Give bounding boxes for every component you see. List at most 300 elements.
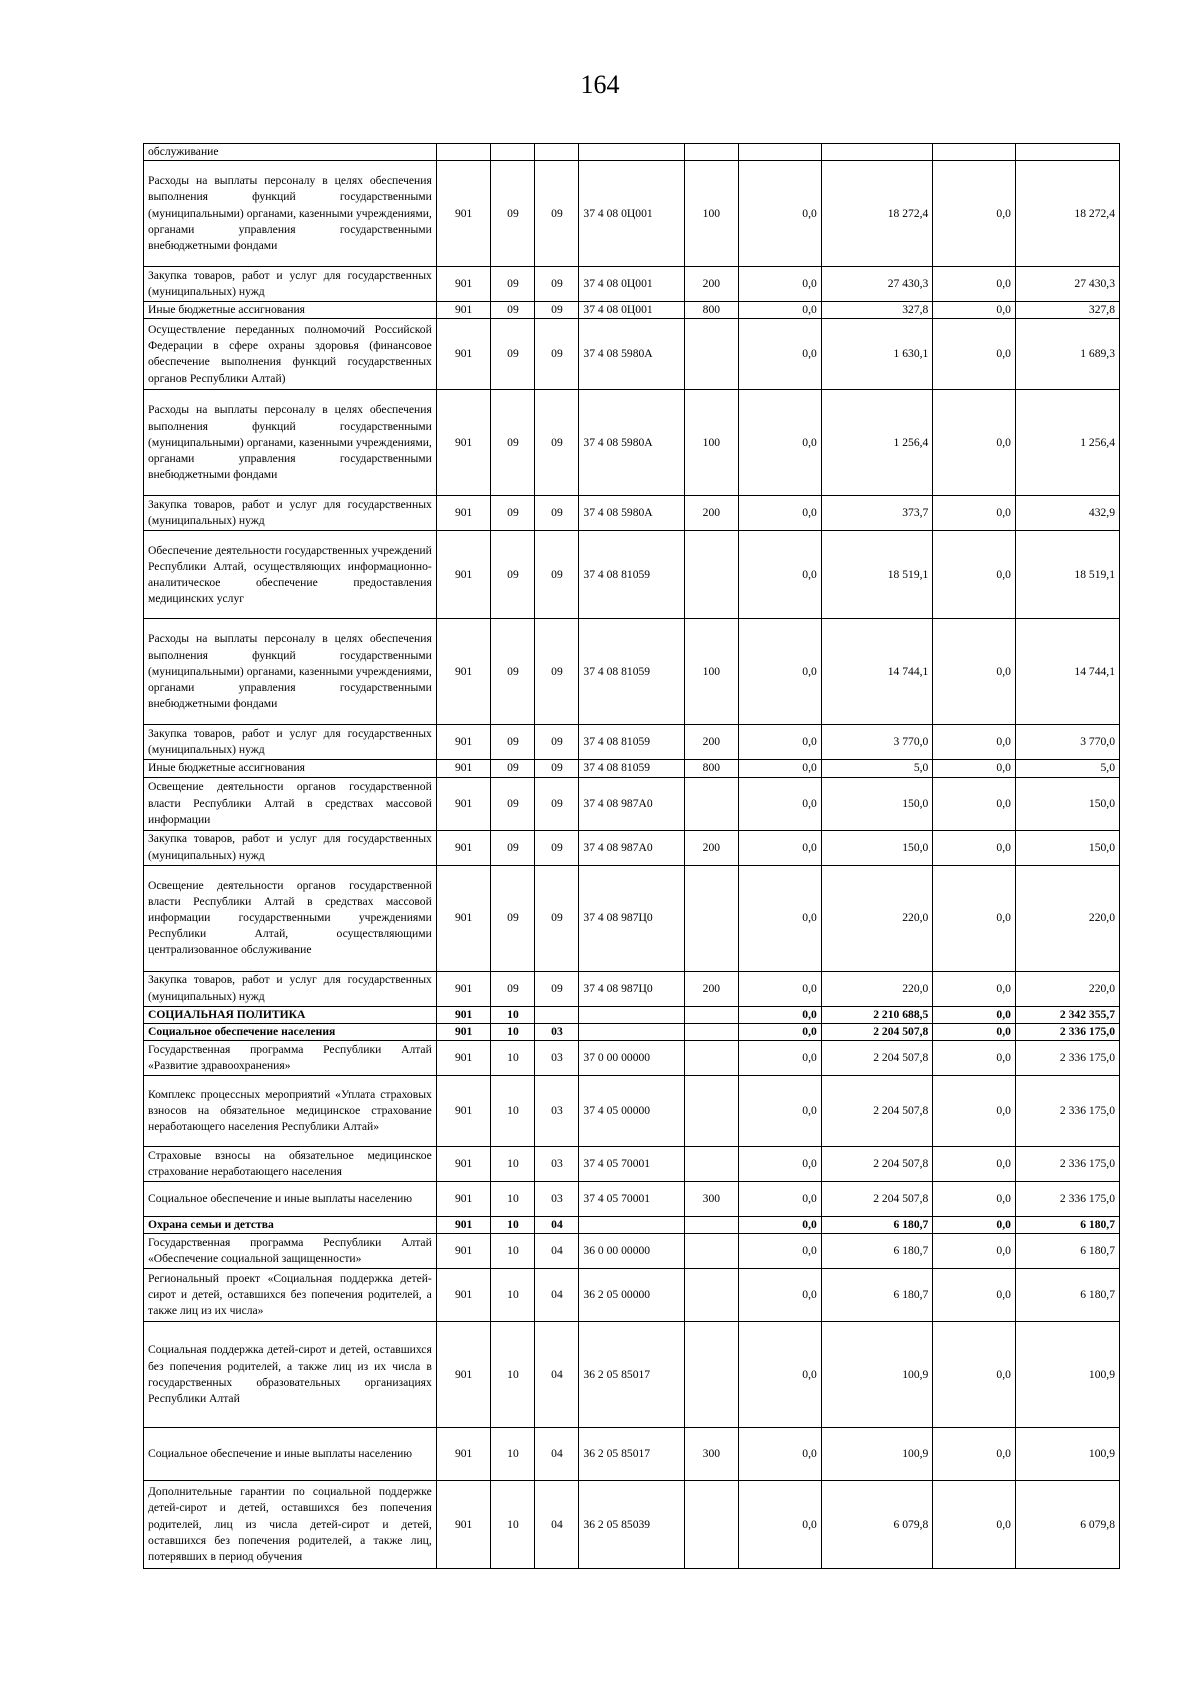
cell-name: Осуществление переданных полномочий Российской Федерации в сфере охраны здоровья (финансовое обеспечение выполнения функций государственных органов Республики Алтай): [144, 319, 437, 390]
cell-name: обслуживание: [144, 144, 437, 161]
cell-amount-4: 14 744,1: [1015, 619, 1119, 725]
cell-target-article: 37 4 08 5980А: [579, 390, 684, 496]
cell-expense-type: [684, 1217, 739, 1234]
cell-grbs: 901: [436, 830, 491, 865]
cell-amount-2: 100,9: [821, 1428, 933, 1481]
cell-grbs: 901: [436, 1481, 491, 1569]
cell-amount-2: 27 430,3: [821, 267, 933, 302]
cell-name: Расходы на выплаты персоналу в целях обеспечения выполнения функций государственными (муниципальными) органами, казенными учреждениями, органами управления государственными внебюджетными фондами: [144, 390, 437, 496]
table-row: [144, 777, 1120, 830]
cell-subsection: 04: [535, 1322, 579, 1428]
cell-section: 10: [491, 1041, 535, 1076]
cell-section: 09: [491, 390, 535, 496]
cell-amount-2: 6 079,8: [821, 1481, 933, 1569]
cell-expense-type: [684, 1234, 739, 1269]
cell-amount-1: 0,0: [739, 319, 822, 390]
cell-expense-type: 800: [684, 302, 739, 319]
cell-section: 10: [491, 1217, 535, 1234]
cell-subsection: 09: [535, 302, 579, 319]
table-row: [144, 1041, 1120, 1076]
cell-grbs: 901: [436, 161, 491, 267]
cell-amount-4: 100,9: [1015, 1428, 1119, 1481]
cell-section: 10: [491, 1076, 535, 1147]
cell-name: Дополнительные гарантии по социальной поддержке детей-сирот и детей, оставшихся без попечения родителей, лиц из числа детей-сирот и детей, оставшихся без попечения родителей, а также лиц, потерявших в период обучения: [144, 1481, 437, 1569]
cell-grbs: 901: [436, 1322, 491, 1428]
cell-subsection: 04: [535, 1234, 579, 1269]
cell-grbs: 901: [436, 760, 491, 777]
cell-amount-1: 0,0: [739, 1182, 822, 1217]
cell-grbs: 901: [436, 777, 491, 830]
cell-section: 10: [491, 1006, 535, 1023]
cell-target-article: 37 4 08 81059: [579, 760, 684, 777]
cell-section: 09: [491, 971, 535, 1006]
cell-amount-3: 0,0: [933, 760, 1016, 777]
cell-amount-3: 0,0: [933, 496, 1016, 531]
cell-subsection: 03: [535, 1147, 579, 1182]
cell-name: Социальное обеспечение населения: [144, 1023, 437, 1040]
cell-amount-3: 0,0: [933, 619, 1016, 725]
cell-section: 09: [491, 302, 535, 319]
cell-amount-2: 2 204 507,8: [821, 1076, 933, 1147]
cell-grbs: 901: [436, 725, 491, 760]
cell-target-article: 37 4 05 70001: [579, 1182, 684, 1217]
cell-amount-3: 0,0: [933, 390, 1016, 496]
cell-target-article: 37 4 08 81059: [579, 619, 684, 725]
cell-amount-2: 1 256,4: [821, 390, 933, 496]
table-row: [144, 1217, 1120, 1234]
cell-subsection: 09: [535, 971, 579, 1006]
table-row: [144, 1023, 1120, 1040]
cell-subsection: 09: [535, 777, 579, 830]
cell-amount-1: 0,0: [739, 302, 822, 319]
cell-amount-3: 0,0: [933, 1428, 1016, 1481]
cell-amount-3: 0,0: [933, 302, 1016, 319]
table-row: [144, 1182, 1120, 1217]
cell-amount-2: 2 204 507,8: [821, 1041, 933, 1076]
cell-subsection: 03: [535, 1023, 579, 1040]
cell-grbs: 901: [436, 1076, 491, 1147]
cell-expense-type: 100: [684, 619, 739, 725]
cell-amount-2: 150,0: [821, 777, 933, 830]
cell-amount-1: 0,0: [739, 1217, 822, 1234]
cell-amount-4: 6 180,7: [1015, 1269, 1119, 1322]
cell-subsection: 09: [535, 319, 579, 390]
cell-amount-2: 6 180,7: [821, 1234, 933, 1269]
cell-expense-type: [684, 144, 739, 161]
cell-subsection: 03: [535, 1182, 579, 1217]
table-row: [144, 619, 1120, 725]
cell-subsection: 04: [535, 1217, 579, 1234]
cell-amount-2: [821, 144, 933, 161]
table-row: [144, 725, 1120, 760]
cell-grbs: 901: [436, 1269, 491, 1322]
cell-name: Комплекс процессных мероприятий «Уплата страховых взносов на обязательное медицинское страхование неработающего населения Республики Алтай»: [144, 1076, 437, 1147]
cell-amount-4: 220,0: [1015, 971, 1119, 1006]
cell-target-article: 37 4 08 81059: [579, 725, 684, 760]
cell-amount-1: 0,0: [739, 830, 822, 865]
cell-amount-3: 0,0: [933, 1217, 1016, 1234]
cell-subsection: 09: [535, 161, 579, 267]
cell-amount-1: 0,0: [739, 1023, 822, 1040]
cell-amount-4: 2 336 175,0: [1015, 1182, 1119, 1217]
cell-expense-type: [684, 1006, 739, 1023]
cell-grbs: 901: [436, 865, 491, 971]
cell-amount-1: 0,0: [739, 531, 822, 619]
cell-amount-2: 220,0: [821, 865, 933, 971]
table-row: [144, 760, 1120, 777]
cell-target-article: 37 4 08 0Ц001: [579, 302, 684, 319]
cell-name: Закупка товаров, работ и услуг для государственных (муниципальных) нужд: [144, 725, 437, 760]
table-row: [144, 1269, 1120, 1322]
cell-expense-type: [684, 865, 739, 971]
page-number: 164: [580, 70, 620, 99]
cell-target-article: 37 4 08 81059: [579, 531, 684, 619]
cell-amount-1: 0,0: [739, 1006, 822, 1023]
cell-target-article: 37 4 08 987Ц0: [579, 971, 684, 1006]
cell-subsection: 09: [535, 725, 579, 760]
cell-expense-type: [684, 777, 739, 830]
cell-subsection: 09: [535, 619, 579, 725]
cell-name: Закупка товаров, работ и услуг для государственных (муниципальных) нужд: [144, 830, 437, 865]
cell-expense-type: [684, 1041, 739, 1076]
cell-target-article: 37 4 08 5980А: [579, 319, 684, 390]
cell-amount-2: 6 180,7: [821, 1269, 933, 1322]
cell-target-article: 37 4 08 987А0: [579, 777, 684, 830]
cell-amount-4: 2 336 175,0: [1015, 1023, 1119, 1040]
cell-section: 10: [491, 1428, 535, 1481]
cell-subsection: 09: [535, 865, 579, 971]
table-row: [144, 1428, 1120, 1481]
cell-expense-type: 200: [684, 830, 739, 865]
cell-amount-4: 6 180,7: [1015, 1234, 1119, 1269]
cell-name: Социальное обеспечение и иные выплаты населению: [144, 1428, 437, 1481]
cell-amount-4: 1 689,3: [1015, 319, 1119, 390]
cell-amount-4: 100,9: [1015, 1322, 1119, 1428]
cell-target-article: 37 4 08 987А0: [579, 830, 684, 865]
cell-section: 10: [491, 1147, 535, 1182]
cell-expense-type: [684, 531, 739, 619]
cell-target-article: 37 4 08 0Ц001: [579, 161, 684, 267]
cell-target-article: 36 2 05 85017: [579, 1428, 684, 1481]
table-row: [144, 830, 1120, 865]
cell-target-article: 37 4 08 5980А: [579, 496, 684, 531]
cell-grbs: [436, 144, 491, 161]
cell-section: 09: [491, 161, 535, 267]
cell-section: 09: [491, 267, 535, 302]
cell-name: Иные бюджетные ассигнования: [144, 302, 437, 319]
cell-amount-3: 0,0: [933, 865, 1016, 971]
cell-amount-2: 150,0: [821, 830, 933, 865]
cell-amount-4: 432,9: [1015, 496, 1119, 531]
cell-section: 10: [491, 1182, 535, 1217]
cell-amount-1: 0,0: [739, 619, 822, 725]
cell-amount-3: 0,0: [933, 1147, 1016, 1182]
cell-amount-4: 18 519,1: [1015, 531, 1119, 619]
cell-amount-2: 3 770,0: [821, 725, 933, 760]
cell-expense-type: 300: [684, 1182, 739, 1217]
cell-amount-2: 2 204 507,8: [821, 1023, 933, 1040]
cell-name: Освещение деятельности органов государственной власти Республики Алтай в средствах массовой информации: [144, 777, 437, 830]
cell-grbs: 901: [436, 302, 491, 319]
cell-section: 09: [491, 531, 535, 619]
cell-amount-1: 0,0: [739, 161, 822, 267]
cell-amount-4: 3 770,0: [1015, 725, 1119, 760]
cell-target-article: [579, 144, 684, 161]
cell-amount-4: 2 336 175,0: [1015, 1147, 1119, 1182]
cell-amount-3: 0,0: [933, 725, 1016, 760]
table-row: [144, 144, 1120, 161]
cell-amount-1: 0,0: [739, 496, 822, 531]
cell-amount-2: 327,8: [821, 302, 933, 319]
cell-amount-3: 0,0: [933, 1041, 1016, 1076]
table-row: [144, 1006, 1120, 1023]
cell-subsection: 09: [535, 531, 579, 619]
cell-amount-3: 0,0: [933, 319, 1016, 390]
cell-amount-3: 0,0: [933, 1006, 1016, 1023]
cell-grbs: 901: [436, 971, 491, 1006]
cell-amount-1: 0,0: [739, 1481, 822, 1569]
cell-subsection: 09: [535, 760, 579, 777]
cell-section: 09: [491, 725, 535, 760]
cell-amount-2: 100,9: [821, 1322, 933, 1428]
cell-subsection: [535, 144, 579, 161]
cell-subsection: 04: [535, 1428, 579, 1481]
cell-amount-1: 0,0: [739, 1234, 822, 1269]
cell-amount-1: 0,0: [739, 1269, 822, 1322]
cell-amount-3: 0,0: [933, 1023, 1016, 1040]
cell-amount-2: 18 272,4: [821, 161, 933, 267]
cell-amount-4: 1 256,4: [1015, 390, 1119, 496]
cell-amount-3: 0,0: [933, 1234, 1016, 1269]
cell-amount-4: 6 180,7: [1015, 1217, 1119, 1234]
cell-amount-2: 2 210 688,5: [821, 1006, 933, 1023]
cell-expense-type: [684, 1322, 739, 1428]
cell-subsection: 09: [535, 830, 579, 865]
cell-amount-4: 150,0: [1015, 777, 1119, 830]
cell-section: 10: [491, 1023, 535, 1040]
cell-name: Закупка товаров, работ и услуг для государственных (муниципальных) нужд: [144, 496, 437, 531]
cell-amount-3: 0,0: [933, 830, 1016, 865]
cell-section: 10: [491, 1481, 535, 1569]
cell-grbs: 901: [436, 1217, 491, 1234]
table-body: [144, 144, 1120, 1569]
cell-subsection: 04: [535, 1269, 579, 1322]
cell-amount-3: 0,0: [933, 1481, 1016, 1569]
cell-amount-4: 2 336 175,0: [1015, 1041, 1119, 1076]
cell-name: СОЦИАЛЬНАЯ ПОЛИТИКА: [144, 1006, 437, 1023]
cell-name: Государственная программа Республики Алтай «Обеспечение социальной защищенности»: [144, 1234, 437, 1269]
cell-name: Расходы на выплаты персоналу в целях обеспечения выполнения функций государственными (муниципальными) органами, казенными учреждениями, органами управления государственными внебюджетными фондами: [144, 619, 437, 725]
cell-expense-type: 100: [684, 161, 739, 267]
cell-amount-3: 0,0: [933, 267, 1016, 302]
cell-amount-4: [1015, 144, 1119, 161]
table-row: [144, 267, 1120, 302]
cell-amount-1: 0,0: [739, 390, 822, 496]
table-row: [144, 302, 1120, 319]
cell-target-article: [579, 1006, 684, 1023]
table-row: [144, 531, 1120, 619]
cell-expense-type: 200: [684, 267, 739, 302]
cell-grbs: 901: [436, 1023, 491, 1040]
cell-section: 10: [491, 1234, 535, 1269]
cell-amount-1: 0,0: [739, 1076, 822, 1147]
cell-amount-4: 2 336 175,0: [1015, 1076, 1119, 1147]
cell-name: Иные бюджетные ассигнования: [144, 760, 437, 777]
cell-target-article: 36 0 00 00000: [579, 1234, 684, 1269]
cell-expense-type: 100: [684, 390, 739, 496]
cell-grbs: 901: [436, 496, 491, 531]
cell-amount-1: 0,0: [739, 1428, 822, 1481]
table-row: [144, 319, 1120, 390]
table-row: [144, 1234, 1120, 1269]
cell-amount-2: 220,0: [821, 971, 933, 1006]
cell-amount-4: 5,0: [1015, 760, 1119, 777]
cell-expense-type: 200: [684, 496, 739, 531]
cell-target-article: [579, 1023, 684, 1040]
cell-name: Социальное обеспечение и иные выплаты населению: [144, 1182, 437, 1217]
cell-grbs: 901: [436, 1182, 491, 1217]
cell-expense-type: [684, 1269, 739, 1322]
cell-target-article: 37 4 05 00000: [579, 1076, 684, 1147]
cell-target-article: [579, 1217, 684, 1234]
cell-section: 09: [491, 760, 535, 777]
table-row: [144, 1322, 1120, 1428]
cell-amount-2: 5,0: [821, 760, 933, 777]
cell-expense-type: [684, 1023, 739, 1040]
cell-amount-3: 0,0: [933, 777, 1016, 830]
cell-grbs: 901: [436, 619, 491, 725]
cell-amount-2: 14 744,1: [821, 619, 933, 725]
cell-amount-1: 0,0: [739, 1147, 822, 1182]
cell-amount-3: 0,0: [933, 1076, 1016, 1147]
cell-amount-2: 1 630,1: [821, 319, 933, 390]
cell-amount-3: [933, 144, 1016, 161]
cell-target-article: 36 2 05 85039: [579, 1481, 684, 1569]
cell-amount-3: 0,0: [933, 1269, 1016, 1322]
cell-amount-3: 0,0: [933, 161, 1016, 267]
table-row: [144, 865, 1120, 971]
table-row: [144, 161, 1120, 267]
cell-target-article: 37 0 00 00000: [579, 1041, 684, 1076]
cell-subsection: [535, 1006, 579, 1023]
cell-amount-1: 0,0: [739, 777, 822, 830]
cell-amount-4: 327,8: [1015, 302, 1119, 319]
cell-expense-type: [684, 1481, 739, 1569]
cell-amount-3: 0,0: [933, 971, 1016, 1006]
table-row: [144, 390, 1120, 496]
cell-amount-4: 27 430,3: [1015, 267, 1119, 302]
cell-subsection: 03: [535, 1041, 579, 1076]
cell-section: [491, 144, 535, 161]
cell-expense-type: [684, 319, 739, 390]
cell-grbs: 901: [436, 531, 491, 619]
cell-amount-3: 0,0: [933, 1182, 1016, 1217]
cell-name: Расходы на выплаты персоналу в целях обеспечения выполнения функций государственными (муниципальными) органами, казенными учреждениями, органами управления государственными внебюджетными фондами: [144, 161, 437, 267]
cell-amount-4: 150,0: [1015, 830, 1119, 865]
cell-section: 09: [491, 777, 535, 830]
cell-amount-3: 0,0: [933, 531, 1016, 619]
cell-name: Обеспечение деятельности государственных учреждений Республики Алтай, осуществляющих информационно-аналитическое обеспечение предоставления медицинских услуг: [144, 531, 437, 619]
cell-expense-type: 200: [684, 725, 739, 760]
cell-amount-1: 0,0: [739, 971, 822, 1006]
cell-amount-2: 2 204 507,8: [821, 1182, 933, 1217]
cell-subsection: 09: [535, 496, 579, 531]
cell-subsection: 09: [535, 390, 579, 496]
cell-expense-type: 800: [684, 760, 739, 777]
cell-grbs: 901: [436, 1041, 491, 1076]
cell-target-article: 37 4 08 987Ц0: [579, 865, 684, 971]
table-row: [144, 496, 1120, 531]
cell-grbs: 901: [436, 1234, 491, 1269]
cell-section: 09: [491, 865, 535, 971]
cell-grbs: 901: [436, 1147, 491, 1182]
table-row: [144, 971, 1120, 1006]
cell-name: Региональный проект «Социальная поддержка детей-сирот и детей, оставшихся без попечения родителей, а также лиц из их числа»: [144, 1269, 437, 1322]
cell-target-article: 36 2 05 00000: [579, 1269, 684, 1322]
cell-amount-2: 2 204 507,8: [821, 1147, 933, 1182]
cell-amount-1: 0,0: [739, 267, 822, 302]
cell-amount-2: 373,7: [821, 496, 933, 531]
table-row: [144, 1076, 1120, 1147]
cell-section: 10: [491, 1322, 535, 1428]
cell-section: 09: [491, 830, 535, 865]
cell-amount-4: 6 079,8: [1015, 1481, 1119, 1569]
cell-section: 10: [491, 1269, 535, 1322]
cell-grbs: 901: [436, 319, 491, 390]
cell-subsection: 03: [535, 1076, 579, 1147]
table-row: [144, 1147, 1120, 1182]
cell-grbs: 901: [436, 1428, 491, 1481]
cell-grbs: 901: [436, 267, 491, 302]
cell-name: Освещение деятельности органов государственной власти Республики Алтай в средствах массовой информации государственными учреждениями Республики Алтай, осуществляющими централизованное обслуживание: [144, 865, 437, 971]
cell-name: Охрана семьи и детства: [144, 1217, 437, 1234]
cell-amount-1: 0,0: [739, 1322, 822, 1428]
cell-expense-type: 200: [684, 971, 739, 1006]
cell-amount-2: 18 519,1: [821, 531, 933, 619]
cell-name: Закупка товаров, работ и услуг для государственных (муниципальных) нужд: [144, 971, 437, 1006]
cell-target-article: 36 2 05 85017: [579, 1322, 684, 1428]
cell-amount-4: 220,0: [1015, 865, 1119, 971]
budget-table: [143, 143, 1120, 1569]
cell-amount-1: [739, 144, 822, 161]
cell-name: Государственная программа Республики Алтай «Развитие здравоохранения»: [144, 1041, 437, 1076]
cell-section: 09: [491, 496, 535, 531]
cell-amount-1: 0,0: [739, 865, 822, 971]
table-row: [144, 1481, 1120, 1569]
cell-target-article: 37 4 05 70001: [579, 1147, 684, 1182]
cell-subsection: 09: [535, 267, 579, 302]
cell-expense-type: 300: [684, 1428, 739, 1481]
cell-grbs: 901: [436, 1006, 491, 1023]
cell-subsection: 04: [535, 1481, 579, 1569]
cell-section: 09: [491, 619, 535, 725]
cell-amount-1: 0,0: [739, 725, 822, 760]
cell-target-article: 37 4 08 0Ц001: [579, 267, 684, 302]
cell-name: Страховые взносы на обязательное медицинское страхование неработающего населения: [144, 1147, 437, 1182]
cell-amount-2: 6 180,7: [821, 1217, 933, 1234]
cell-amount-1: 0,0: [739, 1041, 822, 1076]
cell-amount-3: 0,0: [933, 1322, 1016, 1428]
cell-amount-1: 0,0: [739, 760, 822, 777]
cell-amount-4: 2 342 355,7: [1015, 1006, 1119, 1023]
cell-expense-type: [684, 1076, 739, 1147]
cell-expense-type: [684, 1147, 739, 1182]
cell-amount-4: 18 272,4: [1015, 161, 1119, 267]
cell-section: 09: [491, 319, 535, 390]
cell-name: Закупка товаров, работ и услуг для государственных (муниципальных) нужд: [144, 267, 437, 302]
cell-name: Социальная поддержка детей-сирот и детей, оставшихся без попечения родителей, а также лиц из их числа в государственных образовательных организациях Республики Алтай: [144, 1322, 437, 1428]
cell-grbs: 901: [436, 390, 491, 496]
